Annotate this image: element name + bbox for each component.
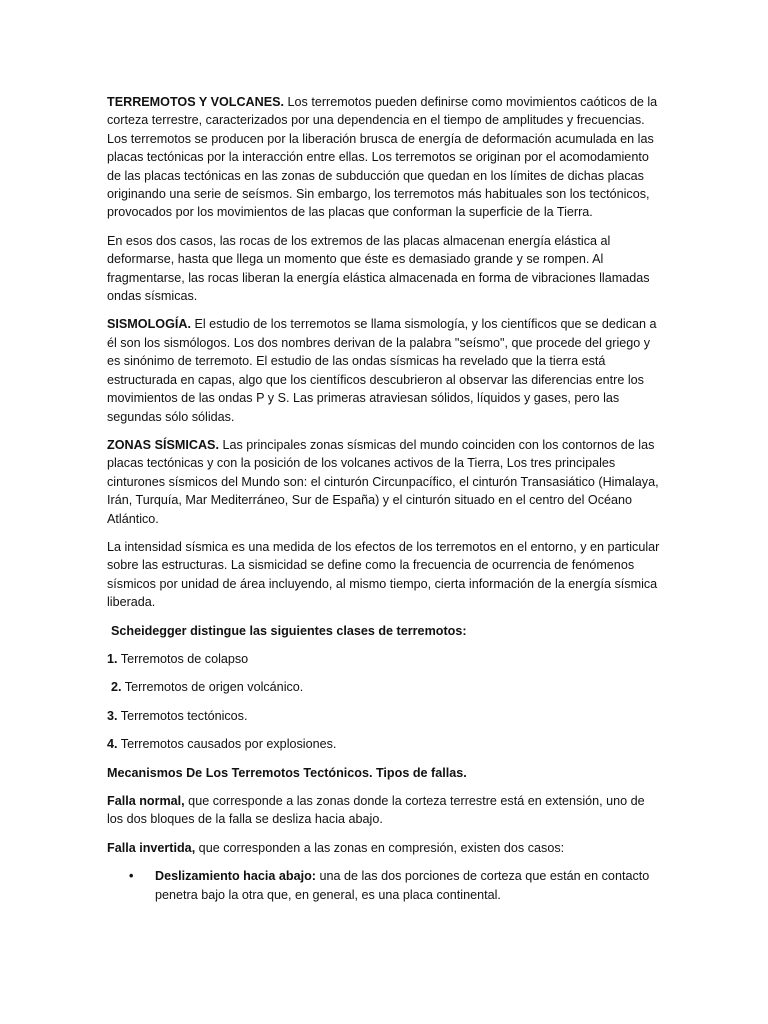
heading-sismologia: SISMOLOGÍA. xyxy=(107,317,191,332)
bullet-icon: • xyxy=(129,869,134,884)
paragraph-rocas-energia: En esos dos casos, las rocas de los extremos de las placas almacenan energía elástica al deformarse, hasta que llega un momento que éste es demasiado grande y se rompen. Al fragmentarse, las rocas liberan la energía elástica almacenada en forma de vibraciones llamadas ondas sísmicas. xyxy=(107,233,650,304)
heading-falla-normal: Falla normal, xyxy=(107,794,185,808)
class-text: Terremotos de origen volcánico. xyxy=(121,680,304,695)
paragraph-falla-normal xyxy=(107,792,663,829)
heading-falla-invertida: Falla invertida, xyxy=(107,840,196,855)
paragraph-sismologia xyxy=(107,315,663,425)
text-zonas-sismicas: Las principales zonas sísmicas del mundo coinciden con los contornos de las placas tectónicas y con la posición de los volcanes activos de la Tierra, Los tres principales cinturones sísmicos del Mundo son: el cinturón Circunpacífico, el cinturón Transasiático (Himalaya, Irán, Turquía, Mar Mediterráneo, Sur de España) y el cinturón situado en el centro del Océano Atlántico. xyxy=(107,437,659,526)
class-number: 4. xyxy=(107,737,118,752)
class-number: 1. xyxy=(107,651,118,666)
class-item-4 xyxy=(107,735,663,753)
paragraph-intensidad-sismica: La intensidad sísmica es una medida de los efectos de los terremotos en el entorno, y en particular sobre las estructuras. La sismicidad se define como la frecuencia de ocurrencia de fenómenos sísmicos por unidad de área incluyendo, al mismo tiempo, cierta información de la energía sísmica liberada. xyxy=(107,539,660,610)
text-falla-invertida: que corresponden a las zonas en compresión, existen dos casos: xyxy=(195,840,565,855)
class-text: Terremotos tectónicos. xyxy=(117,708,248,723)
class-number: 3. xyxy=(107,708,118,723)
paragraph-zonas-sismicas xyxy=(107,436,663,528)
class-text: Terremotos causados por explosiones. xyxy=(117,737,337,752)
class-item-3 xyxy=(107,707,663,725)
paragraph-terremotos-volcanes xyxy=(107,93,663,222)
text-sismologia: El estudio de los terremotos se llama sismología, y los científicos que se dedican a él son los sismólogos. Los dos nombres derivan de la palabra "seísmo", que procede del griego y es sinónimo de terremoto. El estudio de las ondas sísmicas ha revelado que la tierra está estructurada en capas, algo que los científicos descubrieron al observar las diferencias entre los movimientos de las ondas P y S. Las primeras atraviesan sólidos, líquidos y gases, pero las segundas sólo sólidas. xyxy=(107,317,657,424)
scheidegger-heading-text: Scheidegger distingue las siguientes clases de terremotos: xyxy=(111,623,467,638)
heading-scheidegger-classes xyxy=(107,622,663,640)
document-body xyxy=(107,93,663,904)
class-text: Terremotos de colapso xyxy=(117,651,249,666)
text-falla-normal: que corresponde a las zonas donde la corteza terrestre está en extensión, uno de los dos bloques de la falla se desliza hacia abajo. xyxy=(107,794,645,827)
bullet-text: una de las dos porciones de corteza que están en contacto penetra bajo la otra que, en general, es una placa continental. xyxy=(155,869,650,902)
heading-zonas-sismicas: ZONAS SÍSMICAS. xyxy=(107,437,219,452)
heading-terremotos-volcanes: TERREMOTOS Y VOLCANES. xyxy=(107,95,285,109)
mecanismos-heading-text: Mecanismos De Los Terremotos Tectónicos. Tipos de fallas. xyxy=(107,765,467,780)
bullet-heading: Deslizamiento hacia abajo: xyxy=(155,869,316,884)
bullet-list xyxy=(107,867,663,904)
paragraph-falla-invertida xyxy=(107,839,663,857)
class-item-2 xyxy=(107,678,663,696)
text-terremotos-volcanes: Los terremotos pueden definirse como movimientos caóticos de la corteza terrestre, caracterizados por una dependencia en el tiempo de amplitudes y frecuencias. Los terremotos se producen por la liberación brusca de energía de deformación acumulada en las placas tectónicas por la interacción entre ellas. Los terremotos se originan por el acomodamiento de las placas tectónicas en las zonas de subducción que quedan en los límites de dichas placas originando una serie de seísmos. Sin embargo, los terremotos más habituales son los tectónicos, provocados por los movimientos de las placas que conforman la superficie de la Tierra. xyxy=(107,95,658,220)
class-item-1 xyxy=(107,650,663,668)
list-item xyxy=(107,867,663,904)
class-number: 2. xyxy=(111,680,122,695)
heading-mecanismos xyxy=(107,764,663,782)
